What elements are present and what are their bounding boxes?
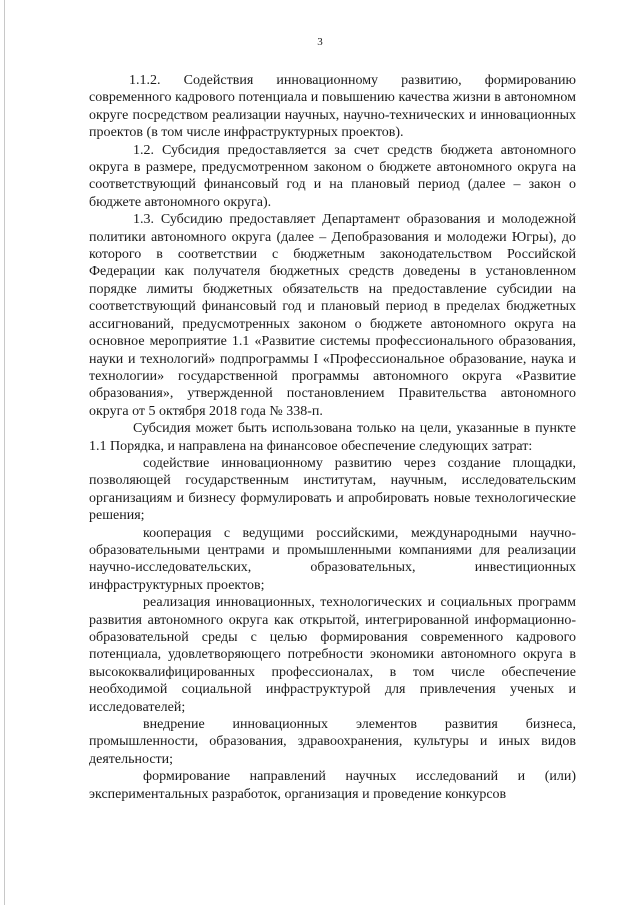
paragraph-subsidy-usage: Субсидия может быть использована только на цели, указанные в пункте 1.1 Порядка, и направлена на финансовое обеспечение следующих затрат: [89,421,576,454]
page-edge-line [4,0,5,905]
list-item-research: формирование направлений научных исследований и (или) экспериментальных разработок, организация и проведение конкурсов [89,769,576,802]
paragraph-1-3: 1.3. Субсидию предоставляет Департамент образования и молодежной политики автономного округа (далее – Депобразования и молодежи Югры), до которого в соответствии с бюджетным законодательством Российской Федерации как получателя бюджетных средств доведены в установленном порядке лимиты бюджетных обязательств на предоставление субсидии на соответствующий финансовый год и плановый период в пределах бюджетных ассигнований, предусмотренных законом о бюджете автономного округа на основное мероприятие 1.1 «Развитие системы профессионального образования, науки и технологий» подпрограммы I «Профессиональное образование, наука и технологии» государственной программы автономного округа «Развитие образования», утвержденной постановлением Правительства автономного округа от 5 октября 2018 года № 338-п. [89,212,576,419]
list-item-innovation: содействие инновационному развитию через создание площадки, позволяющей государственным институтам, научным, исследовательским организациям и бизнесу формулировать и апробировать новые технологические решения; [89,455,576,524]
list-item-programs: реализация инновационных, технологических и социальных программ развития автономного округа как открытой, интегрированной информационно-образовательной среды с целью формирования современного кадрового потенциала, удовлетворяющего потребности экономики автономного округа в высококвалифицированных профессионалах, в том числе обеспечение необходимой социальной инфраструктурой для привлечения ученых и исследователей; [89,595,576,715]
document-body [89,72,576,803]
page-number: 3 [317,36,323,48]
paragraph-1-1-2: 1.1.2. Содействия инновационному развитию, формированию современного кадрового потенциала и повышению качества жизни в автономном округе посредством реализации научных, научно-технических и инновационных проектов (в том числе инфраструктурных проектов). [89,73,576,141]
list-item-implementation: внедрение инновационных элементов развития бизнеса, промышленности, образования, здравоохранения, культуры и иных видов деятельности; [89,717,576,767]
paragraph-1-2: 1.2. Субсидия предоставляется за счет средств бюджета автономного округа в размере, предусмотренном законом о бюджете автономного округа на соответствующий финансовый год и на плановый период (далее – закон о бюджете автономного округа). [89,142,576,210]
list-item-cooperation: кооперация с ведущими российскими, международными научно-образовательными центрами и промышленными компаниями для реализации научно-исследовательских, образовательных, инвестиционных инфраструктурных проектов; [89,525,576,593]
